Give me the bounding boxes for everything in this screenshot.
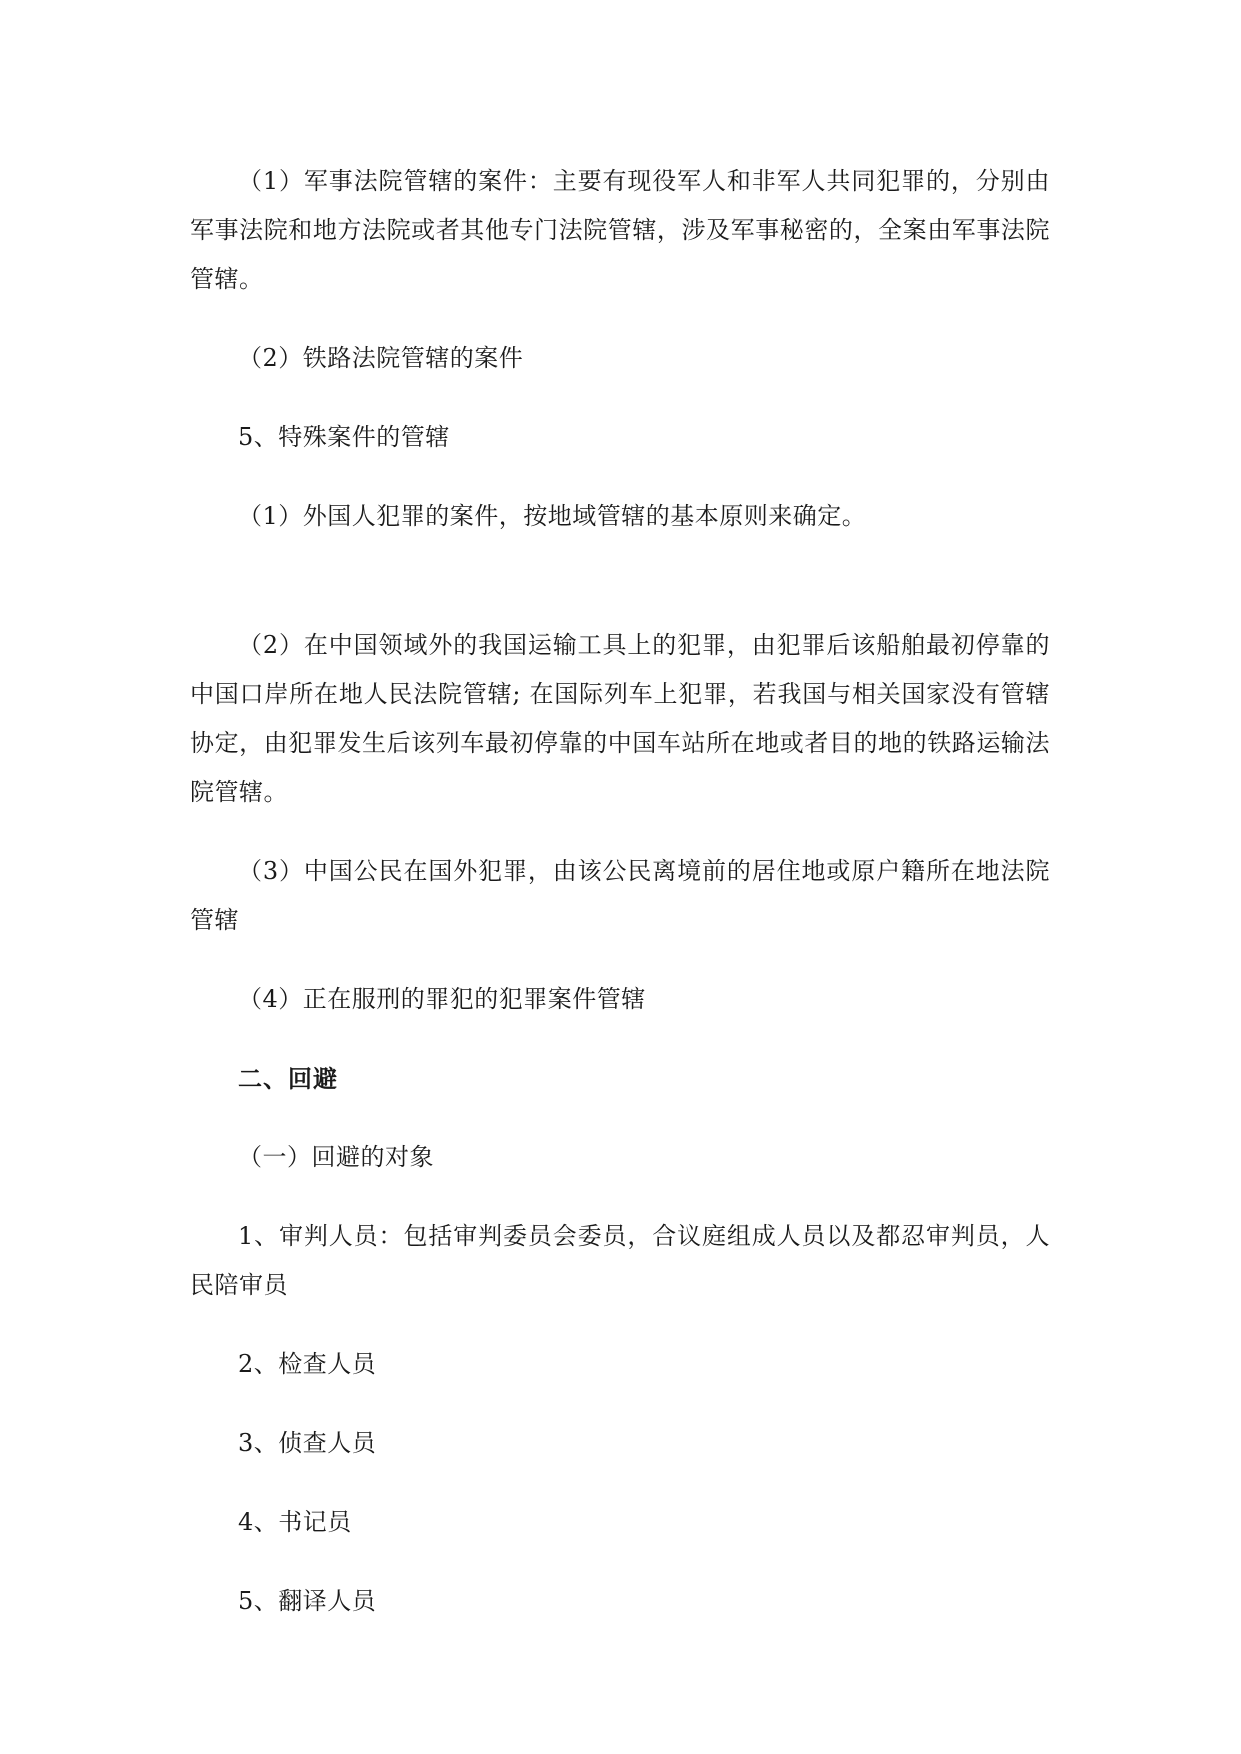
paragraph-serving-criminal: （4）正在服刑的罪犯的犯罪案件管辖	[238, 985, 646, 1013]
paragraph-military-court: （1）军事法院管辖的案件：主要有现役军人和非军人共同犯罪的，分别由军事法院和地方法院或者其他专门法院管辖，涉及军事秘密的，全案由军事法院管辖。	[190, 167, 1050, 293]
section-heading-recusal: 二、回避	[238, 1064, 338, 1093]
paragraph-foreigner-crime: （1）外国人犯罪的案件，按地域管辖的基本原则来确定。	[238, 502, 867, 530]
paragraph-railway-court: （2）铁路法院管辖的案件	[238, 344, 524, 372]
paragraph-special-cases: 5、特殊案件的管辖	[238, 423, 450, 451]
paragraph-investigators: 3、侦查人员	[238, 1429, 377, 1457]
paragraph-recusal-subjects: （一）回避的对象	[238, 1143, 434, 1171]
paragraph-translators: 5、翻译人员	[238, 1587, 377, 1615]
paragraph-clerk: 4、书记员	[238, 1508, 352, 1536]
document-page	[190, 157, 1050, 1626]
paragraph-judicial-personnel: 1、审判人员：包括审判委员会委员，合议庭组成人员以及都忍审判员，人民陪审员	[190, 1222, 1050, 1299]
paragraph-transport-crime: （2）在中国领域外的我国运输工具上的犯罪，由犯罪后该船舶最初停靠的中国口岸所在地人民法院管辖; 在国际列车上犯罪，若我国与相关国家没有管辖协定，由犯罪发生后该列车最初停靠的中国车站所在地或者目的地的铁路运输法院管辖。	[190, 631, 1050, 806]
paragraph-citizen-abroad: （3）中国公民在国外犯罪，由该公民离境前的居住地或原户籍所在地法院管辖	[190, 857, 1050, 934]
paragraph-inspection-personnel: 2、检查人员	[238, 1350, 377, 1378]
